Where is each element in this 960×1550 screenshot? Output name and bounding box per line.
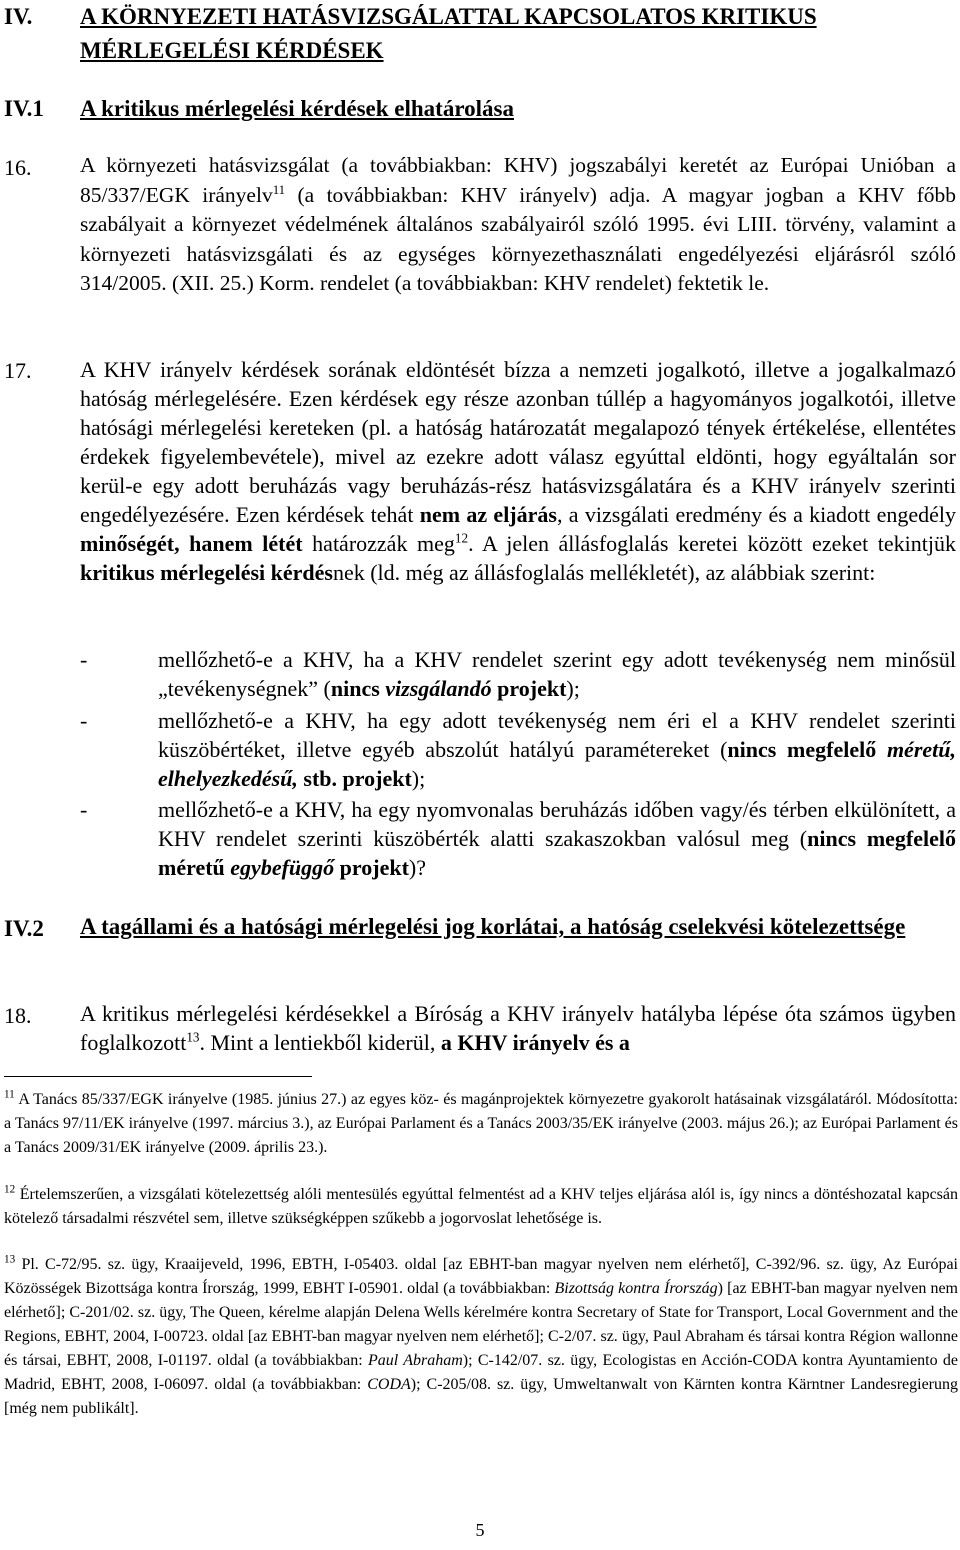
list-dash: - [80,797,88,822]
footnote-12 [4,1183,958,1231]
footnote-number: 11 [4,1088,15,1101]
paragraph-text: , a vizsgálati eredmény és a kiadott engedély [556,502,956,527]
footnote-italic: CODA [367,1376,411,1393]
subsection-number: IV.2 [4,916,44,941]
paragraph-text: . A jelen állásfoglalás keretei között ezeket tekintjük [468,531,957,556]
footnote-ref[interactable]: 13 [186,1029,200,1045]
footnote-italic: Paul Abraham [368,1352,463,1369]
paragraph-17 [80,355,956,587]
emphasis-text: a KHV irányelv és a [440,1030,630,1055]
paragraph-text: (a továbbiakban: KHV irányelv) adja. A magyar jogban a KHV főbb szabályait a környezet védelmének általános szabályairól szóló 1995. évi LIII. törvény, valamint a környezeti hatásvizsgálati és az egységes környezethasználati engedélyezési eljárásról szóló 314/2005. (XII. 25.) Korm. rendelet (a továbbiakban: KHV rendelet) fektetik le. [80,182,956,295]
paragraph-18 [80,999,956,1057]
list-item [80,795,956,882]
paragraph-16 [80,151,956,299]
footnote-number: 13 [4,1253,16,1266]
footnote-separator [4,1076,312,1077]
subsection-title: A kritikus mérlegelési kérdések elhatárolása [80,96,514,121]
footnote-text: ) [az EBHT-ban magyar nyelven nem elérhető]; C-201/02. sz. ügy, The Queen, kérelme alapján Delena Wells kérelmére kontra Secretary of State for Transport, Local Government and the Regions, EBHT, 2004, I-00723. oldal [az EBHT-ban magyar nyelven nem elérhető]; C-2/07. sz. ügy, Paul Abraham és társai kontra Région wallonne és társai, EBHT, 2008, I-01197. oldal (a továbbiakban: [4,1280,958,1369]
section-number: IV. [4,4,33,29]
section-title [80,0,956,68]
subsection-number: IV.1 [4,96,44,121]
footnote-text: Értelemszerűen, a vizsgálati kötelezettség alóli mentesülés egyúttal felmentést ad a KHV teljes eljárása alól is, így nincs a döntéshozatal kapcsán kötelező társadalmi részvétel sem, illetve szükségképpen szűkebb a jogorvoslat lehetősége is. [4,1186,958,1227]
list-item [80,645,956,703]
section-title-line: A KÖRNYEZETI HATÁSVIZSGÁLATTAL KAPCSOLATOS KRITIKUS [80,4,817,29]
footnote-ref[interactable]: 11 [272,182,286,197]
paragraph-text: . Mint a lentiekből kiderül, [199,1030,441,1055]
list-dash: - [80,708,88,733]
section-title-line: MÉRLEGELÉSI KÉRDÉSEK [80,38,384,63]
list-item-text: mellőzhető-e a KHV, ha egy nyomvonalas beruházás időben vagy/és térben elkülönített, a KHV rendelet szerinti küszöbérték alatti szakaszokban valósul meg (nincs megfelelő méretű egybefüggő projekt)? [158,797,956,880]
subsection-title: A tagállami és a hatósági mérlegelési jog korlátai, a hatóság cselekvési kötelezettsége [80,914,906,939]
paragraph-number: 16. [4,155,32,180]
footnote-text: ); C-142/07. sz. ügy, Ecologistas en Acción-CODA kontra Ayuntamiento de Madrid, EBHT, 2008, I-06097. oldal (a továbbiakban: [4,1352,959,1393]
paragraph-number: 17. [4,358,32,383]
paragraph-text: A kritikus mérlegelési kérdésekkel a Bíróság a KHV irányelv hatályba lépése óta számos ügyben foglalkozott [80,1001,956,1055]
footnote-text: Pl. C-72/95. sz. ügy, Kraaijeveld, 1996, EBTH, I-05403. oldal [az EBHT-ban magyar nyelven nem elérhető], C-392/96. sz. ügy, Az Európai Közösségek Bizottsága kontra Írország, 1999, EBHT I-05901. oldal (a továbbiakban: [4,1256,958,1297]
paragraph-text: határozzák meg [302,531,455,556]
list-item-text: mellőzhető-e a KHV, ha a KHV rendelet szerint egy adott tevékenység nem minősül „tevékenységnek” (nincs vizsgálandó projekt); [158,647,956,701]
page-number: 5 [475,1520,485,1540]
paragraph-text: nek (ld. még az állásfoglalás mellékletét), az alábbiak szerint: [332,560,876,585]
emphasis-text: kritikus mérlegelési kérdés [80,560,333,585]
footnote-italic: Bizottság kontra Írország [554,1280,718,1297]
list-item-text: mellőzhető-e a KHV, ha egy adott tevékenység nem éri el a KHV rendelet szerinti küszöbértéket, illetve egyéb abszolút hatályú paramétereket (nincs megfelelő méretű, elhelyezkedésű, stb. projekt); [158,708,956,791]
footnote-number: 12 [4,1183,16,1196]
footnote-text: ); C-205/08. sz. ügy, Umweltanwalt von Kärnten kontra Kärntner Landesregierung [még nem publikált]. [4,1376,959,1417]
emphasis-text: minőségét, hanem létét [80,531,303,556]
list-item [80,706,956,793]
footnote-ref[interactable]: 12 [454,530,469,546]
footnote-13 [4,1253,958,1421]
footnote-text: A Tanács 85/337/EGK irányelve (1985. június 27.) az egyes köz- és magánprojektek környezetre gyakorolt hatásainak vizsgálatáról. Módosította: a Tanács 97/11/EK irányelve (1997. március 3.), az Európai Parlament és a Tanács 2003/35/EK irányelve (2003. május 26.); az Európai Parlament és a Tanács 2009/31/EK irányelve (2009. április 23.). [4,1091,958,1156]
paragraph-number: 18. [4,1003,32,1028]
emphasis-text: nem az eljárás [419,502,557,527]
footnote-11 [4,1088,958,1160]
paragraph-text: A KHV irányelv kérdések sorának eldöntését bízza a nemzeti jogalkotó, illetve a jogalkalmazó hatóság mérlegelésére. Ezen kérdések egy része azonban túllép a hagyományos jogalkotói, illetve hatósági mérlegelési kereteken (pl. a hatóság határozatát megalapozó tények értékelése, ellentétes érdekek figyelembevétele), mivel az ezekre adott válasz egyúttal eldönti, hogy egyáltalán sor kerül-e egy adott beruházás vagy beruházás-rész hatásvizsgálatára és a KHV irányelv szerinti engedélyezésére. Ezen kérdések tehát [80,357,956,527]
list-dash: - [80,647,88,672]
paragraph-text: A környezeti hatásvizsgálat (a továbbiakban: KHV) jogszabályi keretét az Európai Unióban a 85/337/EGK irányelv [80,153,956,207]
